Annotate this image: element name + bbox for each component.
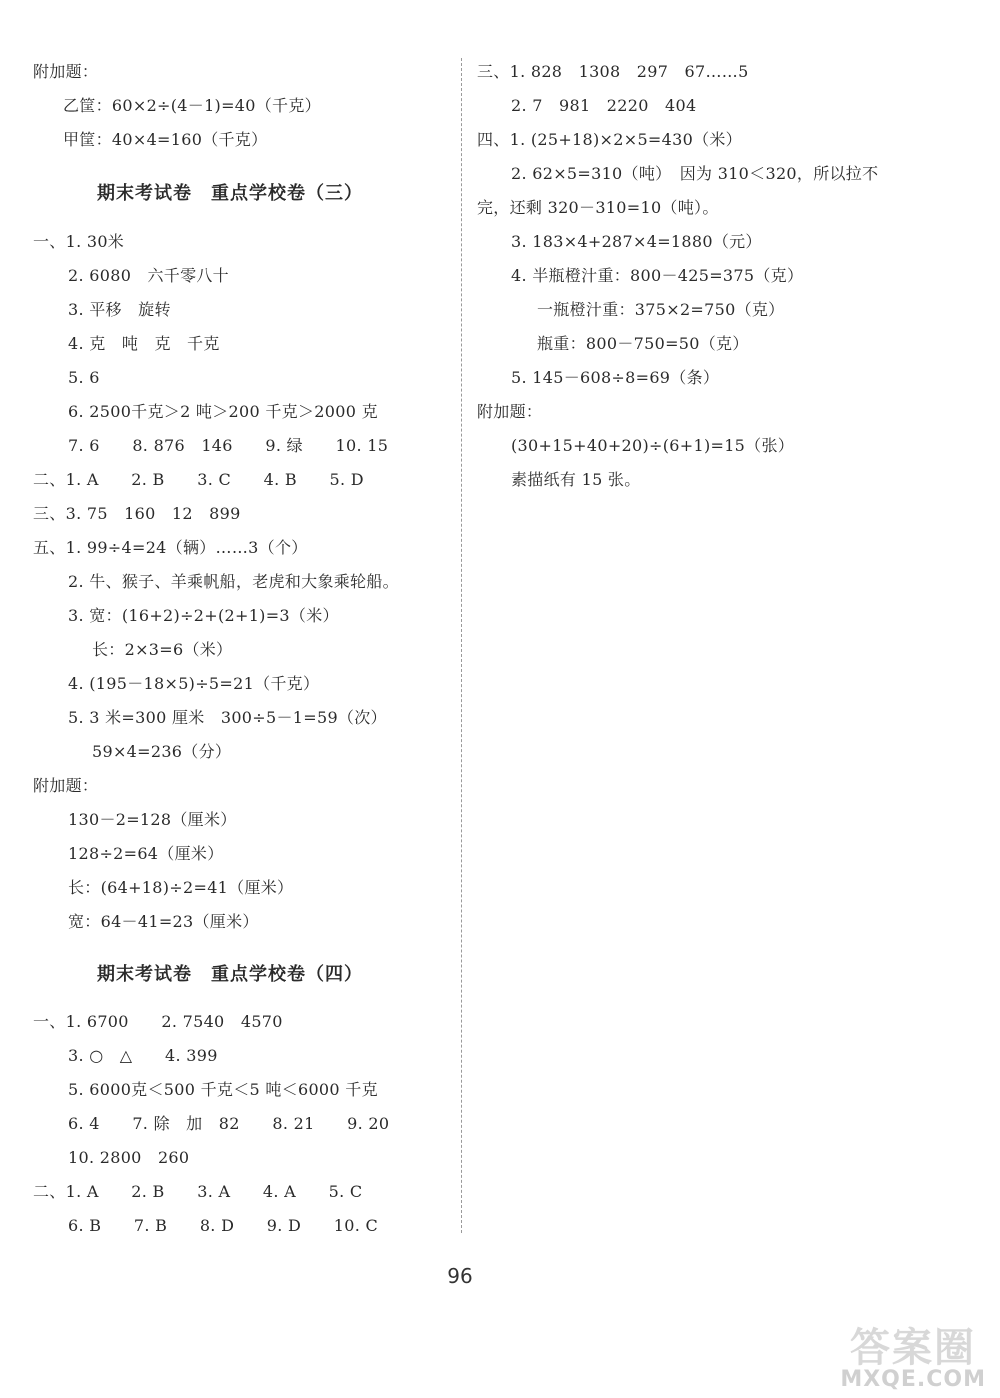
page-number: 96 (447, 1264, 473, 1288)
answer-line: 2. 62×5=310（吨） 因为 310＜320，所以拉不 (511, 164, 879, 183)
watermark-url: MXQE.COM (840, 1367, 986, 1392)
answer-line: 宽：64－41=23（厘米） (68, 912, 259, 931)
answer-line: 长：2×3=6（米） (92, 640, 233, 659)
answer-line: 3. 平移 旋转 (68, 300, 171, 319)
answer-line: 5. 6000克＜500 千克＜5 吨＜6000 千克 (68, 1080, 378, 1099)
answer-line: 瓶重：800－750=50（克） (537, 334, 749, 353)
watermark-logo (796, 1316, 986, 1392)
answer-line: 甲筐：40×4=160（千克） (63, 130, 268, 149)
answer-line: 2. 牛、猴子、羊乘帆船，老虎和大象乘轮船。 (68, 572, 399, 591)
answer-line: 4. 克 吨 克 千克 (68, 334, 220, 353)
answer-line: 7. 6 8. 876 146 9. 绿 10. 15 (68, 436, 389, 455)
answer-line: 3. ○ △ 4. 399 (68, 1046, 218, 1065)
answer-line: 5. 3 米=300 厘米 300÷5－1=59（次） (68, 708, 387, 727)
answer-line: 四、1. (25+18)×2×5=430（米） (477, 130, 742, 149)
answer-line: 5. 145－608÷8=69（条） (511, 368, 720, 387)
answer-line: 完，还剩 320－310=10（吨）。 (477, 198, 719, 217)
answer-line: 二、1. A 2. B 3. C 4. B 5. D (33, 470, 364, 489)
answer-line: (30+15+40+20)÷(6+1)=15（张） (511, 436, 795, 455)
extra-question-label: 附加题： (33, 776, 99, 795)
answer-line: 6. 4 7. 除 加 82 8. 21 9. 20 (68, 1114, 390, 1133)
answer-line: 2. 7 981 2220 404 (511, 96, 697, 115)
answer-line: 一瓶橙汁重：375×2=750（克） (537, 300, 785, 319)
column-divider (461, 58, 462, 1233)
answer-line: 6. 2500千克＞2 吨＞200 千克＞2000 克 (68, 402, 378, 421)
answer-line: 一、1. 6700 2. 7540 4570 (33, 1012, 283, 1031)
answer-line: 6. B 7. B 8. D 9. D 10. C (68, 1216, 379, 1235)
answer-line: 三、3. 75 160 12 899 (33, 504, 241, 523)
answer-line: 二、1. A 2. B 3. A 4. A 5. C (33, 1182, 363, 1201)
answer-line: 59×4=236（分） (92, 742, 232, 761)
answer-line: 五、1. 99÷4=24（辆）……3（个） (33, 538, 308, 557)
section-heading-4: 期末考试卷 重点学校卷（四） (97, 964, 363, 985)
answer-line: 128÷2=64（厘米） (68, 844, 224, 863)
answer-line: 一、1. 30米 (33, 232, 125, 251)
answer-line: 长：(64+18)÷2=41（厘米） (68, 878, 294, 897)
answer-line: 130－2=128（厘米） (68, 810, 237, 829)
section-heading-3: 期末考试卷 重点学校卷（三） (97, 183, 363, 204)
answer-line: 三、1. 828 1308 297 67……5 (477, 62, 749, 81)
answer-line: 素描纸有 15 张。 (511, 470, 641, 489)
answer-line: 3. 183×4+287×4=1880（元） (511, 232, 762, 251)
answer-line: 5. 6 (68, 368, 100, 387)
answer-line: 2. 6080 六千零八十 (68, 266, 229, 285)
answer-line: 10. 2800 260 (68, 1148, 190, 1167)
extra-question-label: 附加题： (477, 402, 543, 421)
answer-line: 3. 宽：(16+2)÷2+(2+1)=3（米） (68, 606, 339, 625)
answer-line: 乙筐：60×2÷(4－1)=40（千克） (63, 96, 321, 115)
extra-question-label: 附加题： (33, 62, 99, 81)
answer-line: 4. 半瓶橙汁重：800－425=375（克） (511, 266, 804, 285)
watermark-title: 答案圈 (850, 1325, 976, 1371)
answer-line: 4. (195－18×5)÷5=21（千克） (68, 674, 320, 693)
